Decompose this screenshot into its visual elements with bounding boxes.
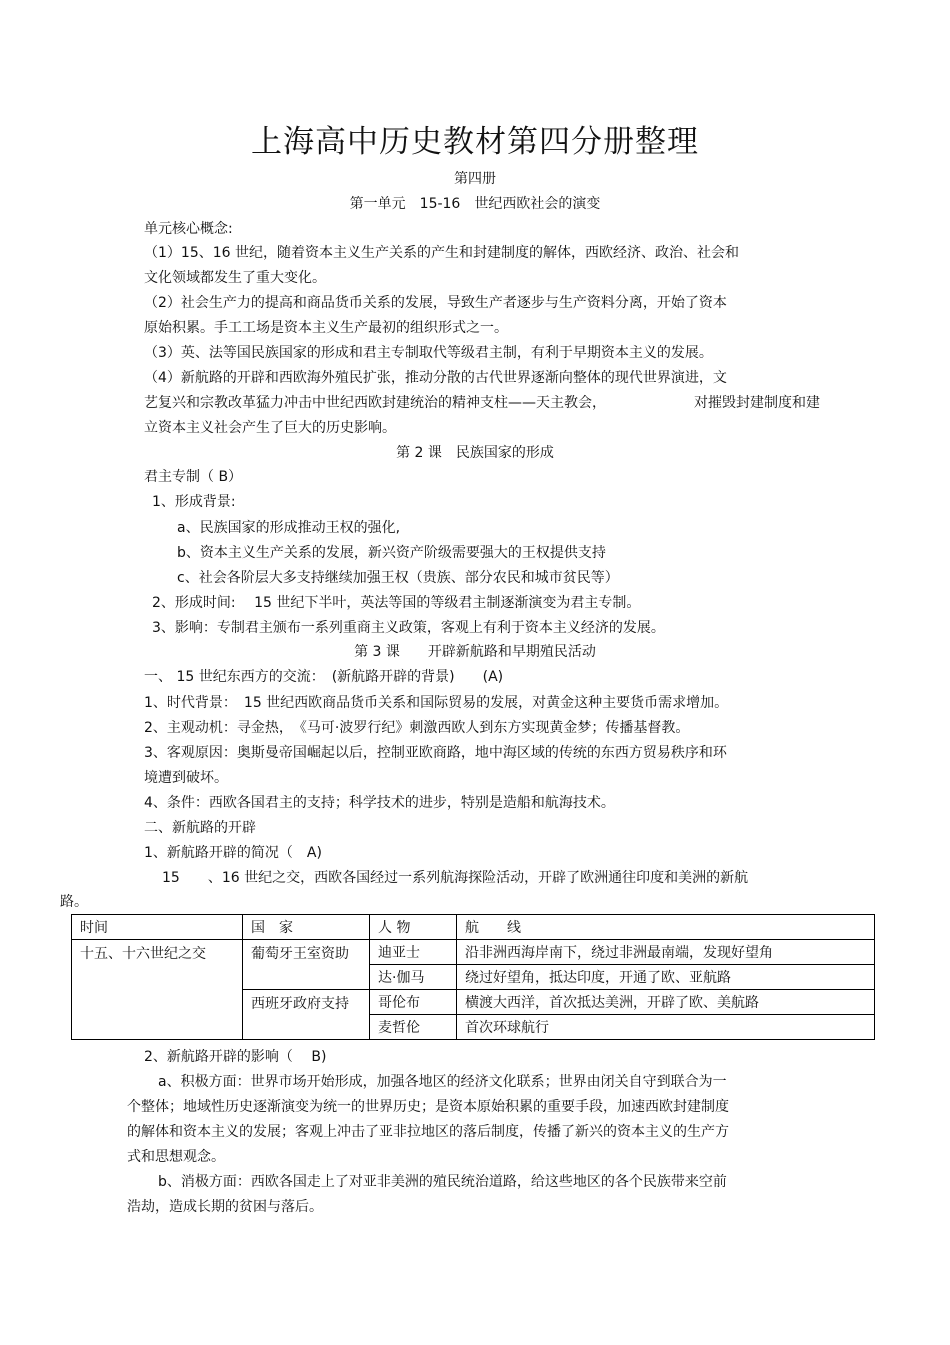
table-cell-person: 麦哲伦 — [370, 1015, 457, 1040]
table-cell-sponsor: 葡萄牙王室资助 — [243, 940, 370, 990]
lesson3-line: 1、新航路开辟的简况（ A) — [144, 845, 322, 861]
lesson3-heading: 第 3 课 开辟新航路和早期殖民活动 — [354, 644, 596, 660]
impact-line: a、积极方面：世界市场开始形成，加强各地区的经济文化联系；世界由闭关自守到联合为一 — [158, 1074, 727, 1090]
lesson3-line: 15 、16 世纪之交，西欧各国经过一系列航海探险活动，开辟了欧洲通往印度和美洲的新航 — [162, 870, 749, 886]
table-cell-route: 横渡大西洋，首次抵达美洲，开辟了欧、美航路 — [457, 990, 875, 1015]
core-concept-label: 单元核心概念: — [144, 221, 233, 237]
unit1-heading: 第一单元 15-16 世纪西欧社会的演变 — [349, 196, 601, 212]
new-routes-table — [71, 914, 875, 1040]
impact-heading: 2、新航路开辟的影响（ B) — [144, 1049, 327, 1065]
table-cell-route: 沿非洲西海岸南下，绕过非洲最南端，发现好望角 — [457, 940, 875, 965]
table-header-cell: 国 家 — [243, 915, 370, 940]
table-cell-person: 迪亚士 — [370, 940, 457, 965]
table-header-cell: 航 线 — [457, 915, 875, 940]
lesson3-line: 一、 15 世纪东西方的交流： (新航路开辟的背景) (A) — [144, 669, 504, 685]
table-row — [72, 940, 875, 965]
unit1-line: 立资本主义社会产生了巨大的历史影响。 — [144, 420, 396, 436]
lesson2-heading: 第 2 课 民族国家的形成 — [396, 445, 554, 461]
lesson2-line: 1、形成背景: — [152, 494, 236, 510]
table-header-row — [72, 915, 875, 940]
impact-line: 式和思想观念。 — [127, 1149, 225, 1165]
lesson2-line: c、社会各阶层大多支持继续加强王权（贵族、部分农民和城市贫民等） — [177, 570, 619, 586]
impact-line: 个整体；地域性历史逐渐演变为统一的世界历史；是资本原始积累的重要手段，加速西欧封建制度 — [127, 1099, 729, 1115]
unit1-line: （3）英、法等国民族国家的形成和君主专制取代等级君主制，有利于早期资本主义的发展。 — [144, 345, 713, 361]
lesson3-line: 2、主观动机：寻金热， 《马可·波罗行纪》刺激西欧人到东方实现黄金梦；传播基督教。 — [144, 720, 690, 736]
volume-label: 第四册 — [454, 171, 496, 187]
lesson3-line: 路。 — [60, 894, 88, 910]
table-cell-person: 哥伦布 — [370, 990, 457, 1015]
unit1-line-tail: 对摧毁封建制度和建 — [694, 395, 820, 411]
impact-line: 的解体和资本主义的发展；客观上冲击了亚非拉地区的落后制度，传播了新兴的资本主义的生产方 — [127, 1124, 729, 1140]
unit1-line: 艺复兴和宗教改革猛力冲击中世纪西欧封建统治的精神支柱——天主教会， — [144, 395, 606, 411]
table-cell-route: 绕过好望角，抵达印度，开通了欧、亚航路 — [457, 965, 875, 990]
lesson2-line: a、民族国家的形成推动王权的强化, — [177, 520, 401, 536]
table-cell-period: 十五、十六世纪之交 — [72, 940, 243, 1040]
table-cell-sponsor: 西班牙政府支持 — [243, 990, 370, 1040]
table-cell-person: 达·伽马 — [370, 965, 457, 990]
lesson3-line: 二、新航路的开辟 — [144, 820, 256, 836]
table-header-cell: 人 物 — [370, 915, 457, 940]
table-cell-route: 首次环球航行 — [457, 1015, 875, 1040]
lesson3-line: 1、时代背景： 15 世纪西欧商品货币关系和国际贸易的发展，对黄金这种主要货币需求增加。 — [144, 695, 729, 711]
table-header-cell: 时间 — [72, 915, 243, 940]
lesson3-line: 3、客观原因：奥斯曼帝国崛起以后，控制亚欧商路，地中海区域的传统的东西方贸易秩序和环 — [144, 745, 727, 761]
lesson2-line: b、资本主义生产关系的发展，新兴资产阶级需要强大的王权提供支持 — [177, 545, 606, 561]
unit1-line: （2）社会生产力的提高和商品货币关系的发展，导致生产者逐步与生产资料分离，开始了资本 — [144, 295, 727, 311]
lesson3-line: 4、条件：西欧各国君主的支持；科学技术的进步，特别是造船和航海技术。 — [144, 795, 615, 811]
unit1-line: 文化领域都发生了重大变化。 — [144, 270, 326, 286]
unit1-line: 原始积累。手工工场是资本主义生产最初的组织形式之一。 — [144, 320, 508, 336]
impact-line: b、消极方面：西欧各国走上了对亚非美洲的殖民统治道路，给这些地区的各个民族带来空前 — [158, 1174, 727, 1190]
lesson2-line: 3、影响：专制君主颁布一系列重商主义政策，客观上有利于资本主义经济的发展。 — [152, 620, 665, 636]
impact-line: 浩劫，造成长期的贫困与落后。 — [127, 1199, 323, 1215]
page-title: 上海高中历史教材第四分册整理 — [251, 124, 699, 160]
unit1-line: （1）15、16 世纪，随着资本主义生产关系的产生和封建制度的解体，西欧经济、政治、社会和 — [144, 245, 739, 261]
lesson3-line: 境遭到破坏。 — [144, 770, 228, 786]
lesson2-topic: 君主专制（ B） — [144, 469, 243, 485]
lesson2-line: 2、形成时间: 15 世纪下半叶，英法等国的等级君主制逐渐演变为君主专制。 — [152, 595, 641, 611]
unit1-line: （4）新航路的开辟和西欧海外殖民扩张，推动分散的古代世界逐渐向整体的现代世界演进，文 — [144, 370, 727, 386]
